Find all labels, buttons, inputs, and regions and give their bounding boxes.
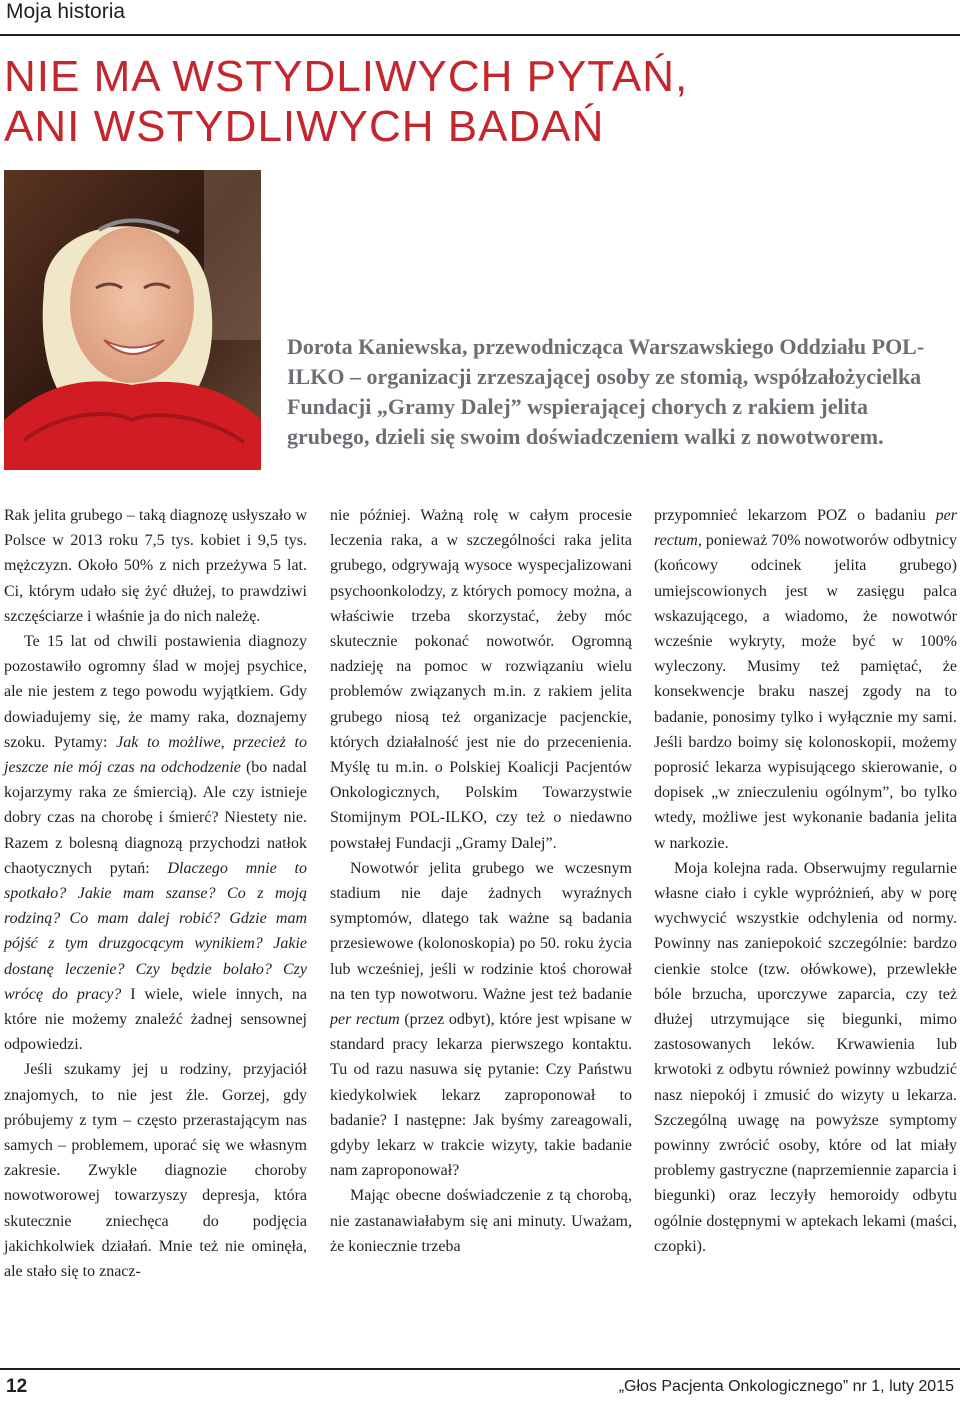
article-title (4, 52, 688, 152)
paragraph: nie później. Ważną rolę w całym procesie leczenia raka, a w szczególności raka jelita grubego, odgrywają wysoce wyspecjalizowani psychoonkolodzy, z których pomocy można, a właściwie trzeba skorzystać, żeby móc skutecznie pokonać nowotwór. Ogromną nadzieję na pomoc w rozwiązaniu wielu problemów związanych m.in. z rakiem jelita grubego niosą też organizacje pacjenckie, których działalność jest nie do przecenienia. Myślę tu m.in. o Polskiej Koalicji Pacjentów Onkologicznych, Polskim Towarzystwie Stomijnym POL-ILKO, czy też o niedawno powstałej Fundacji „Gramy Dalej”. (330, 507, 632, 852)
text-column-1 (4, 503, 307, 1284)
text-run: (przez odbyt), które jest wpisane w standard pracy lekarza pierwszego kontaktu. Tu od razu nasuwa się pytanie: Czy Państwu kiedykolwiek lekarz zaproponował to badanie? I następne: Jak byśmy zareagowali, gdyby lekarz w trakcie wizyty, takie badanie nam zaproponował? (330, 1011, 633, 1180)
title-line-1: NIE MA WSTYDLIWYCH PYTAŃ, (4, 52, 689, 101)
text-column-3 (654, 503, 957, 1259)
text-run: przypomnieć lekarzom POZ o badaniu (654, 507, 936, 524)
text-run: I wiele, wiele innych, na które nie możemy znaleźć żadnej sensownej odpowiedzi. (4, 985, 308, 1054)
text-run: Nowotwór jelita grubego we wczesnym stadium nie daje żadnych wyraźnych symptomów, dlatego tak ważne są badania przesiewowe (kolonoskopia) po 50. roku życia lub wcześniej, jeśli w rodzinie ktoś chorował na ten typ nowotworu. Ważne jest też badanie (330, 859, 632, 1003)
paragraph: Mając obecne doświadczenie z tą chorobą, nie zastanawiałabym się ani minuty. Uważam, że koniecznie trzeba (330, 1187, 632, 1255)
page-number: 12 (6, 1376, 28, 1397)
paragraph: Rak jelita grubego – taką diagnozę usłyszało w Polsce w 2013 roku 7,5 tys. kobiet i 9,5 tys. mężczyzn. Około 50% z nich przeżywa 5 lat. Ci, którym udało się żyć dłużej, to prawdziwi szczęściarze i właśnie ja do nich należę. (4, 507, 307, 625)
text-column-2 (330, 503, 632, 1259)
italic-term: per rectum (330, 1011, 400, 1029)
paragraph: Moja kolejna rada. Obserwujmy regularnie własne ciało i cykle wypróżnień, aby w porę wychwycić wszystkie odchylenia od normy. Powinny nas zaniepokoić szczególnie: bardzo cienkie stolce (tzw. ołówkowe), przewlekłe bóle brzucha, uporczywe zaparcia, czy też dłużej utrzymujące się biegunki, mimo zastosowanych leków. Krwawienia lub krwotoki z odbytu również powinny wzbudzić nasz niepokój i zmusić do wizyty u lekarza. Szczególną uwagę na powyższe symptomy powinny zwrócić osoby, które od lat miały problemy gastryczne (naprzemiennie zaparcia i biegunki) oraz leczyły hemoroidy odbytu ogólnie dostępnymi w aptekach lekami (maści, czopki). (654, 859, 957, 1255)
text-run: , ponieważ 70% nowotworów odbytnicy (końcowy odcinek jelita grubego) umiejscowionych jest w zasięgu palca wskazującego, a wiadomo, że nowotwór wcześnie wykryty, może być w 100% wyleczony. Musimy też pamiętać, że konsekwencje braku naszej zgody na to badanie, ponosimy tylko i wyłącznie my sami. Jeśli bardzo boimy się kolonoskopii, możemy poprosić lekarza wypisującego skierowanie, o dopisek „w znieczuleniu ogólnym”, bo tylko wtedy, możliwe jest wykonanie badania jelita w narkozie. (654, 532, 957, 852)
bottom-rule (0, 1368, 960, 1370)
paragraph (330, 856, 632, 1184)
journal-footer: „Głos Pacjenta Onkologicznego” nr 1, luty 2015 (618, 1378, 954, 1395)
text-run: Te 15 lat od chwili postawienia diagnozy pozostawiło ogromny ślad w mojej psychice, ale nie jestem z tego powodu wyjątkiem. Gdy dowiadujemy się, że mamy raka, doznajemy szoku. Pytamy: (4, 633, 307, 751)
paragraph (4, 629, 307, 1057)
italic-quote: Jak to możliwe, przecież to jeszcze nie mój czas na odchodzenie (4, 733, 307, 777)
title-line-2: ANI WSTYDLIWYCH BADAŃ (4, 102, 605, 151)
top-rule (0, 34, 960, 36)
text-run: (bo nadal kojarzymy raka ze śmiercią). Ale czy istnieje dobry czas na chorobę i śmierć? Niestety nie. Razem z bolesną diagnozą przychodzi natłok chaotycznych pytań: (4, 759, 307, 877)
paragraph (654, 503, 957, 856)
article-lead: Dorota Kaniewska, przewodnicząca Warszawskiego Oddziału POL-ILKO – organizacji zrzeszającej osoby ze stomią, współzałożycielka Fundacji „Gramy Dalej” wspierającej chorych z rakiem jelita grubego, dzieli się swoim doświadczeniem walki z nowotworem. (287, 334, 925, 449)
italic-quote: Dlaczego mnie to spotkało? Jakie mam szanse? Co z moją rodziną? Co mam dalej robić? Gdzie mam pójść z tym druzgocącym wynikiem? Jakie dostanę leczenie? Czy będzie bolało? Czy wrócę do pracy? (4, 859, 307, 1003)
paragraph: Jeśli szukamy jej u rodziny, przyjaciół znajomych, to nie jest źle. Gorzej, gdy próbujemy z tym – często przerastającym nas samych – problemem, uporać się we własnym zakresie. Zwykle diagnozie choroby nowotworowej towarzyszy depresja, która skutecznie zniechęca do podjęcia jakichkolwiek działań. Mnie też nie ominęła, ale stało się to znacz- (4, 1061, 307, 1281)
section-label: Moja historia (6, 0, 126, 23)
italic-term: per rectum (654, 507, 957, 550)
portrait-photo (4, 170, 261, 470)
portrait-photo-illustration (4, 170, 261, 470)
